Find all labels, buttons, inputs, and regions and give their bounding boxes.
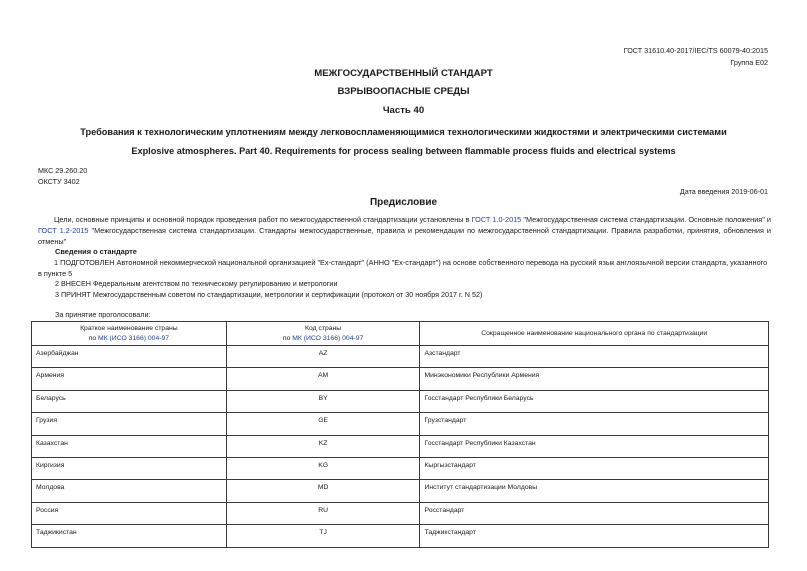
body-cell: Кыргызстандарт (420, 457, 769, 479)
code-cell: BY (226, 390, 420, 412)
country-cell: Азербайджан (32, 346, 227, 368)
header-code-prefix: по (282, 334, 293, 342)
mks-code: МКС 29.260.20 (38, 166, 88, 175)
code-cell: KZ (226, 435, 420, 457)
code-cell: KG (226, 457, 420, 479)
body-cell: Росстандарт (420, 502, 769, 524)
body-cell: Госстандарт Республики Казахстан (420, 435, 769, 457)
body-cell: Институт стандартизации Молдовы (420, 480, 769, 502)
table-row (32, 480, 769, 502)
table-row (32, 346, 769, 368)
body-cell: Грузстандарт (420, 413, 769, 435)
country-cell: Казахстан (32, 435, 227, 457)
info-item-2: 2 ВНЕСЕН Федеральным агентством по техническому регулированию и метрологии (55, 279, 338, 288)
header-country-prefix: по (88, 334, 99, 342)
standard-info-heading: Сведения о стандарте (55, 247, 137, 256)
introduction-date: Дата введения 2019-06-01 (679, 187, 768, 196)
body-cell: Таджикстандарт (420, 525, 769, 547)
header-code (226, 322, 420, 346)
gost-1-2-link[interactable]: ГОСТ 1.2-2015 (38, 226, 89, 235)
voting-countries-table (31, 321, 769, 548)
english-title: Explosive atmospheres. Part 40. Requirements for process sealing between flammable process fluids and electrical systems (131, 146, 676, 156)
country-cell: Киргизия (32, 457, 227, 479)
doc-group: Группа Е02 (730, 58, 768, 67)
table-row (32, 390, 769, 412)
info-item-1: 1 ПОДГОТОВЛЕН Автономной некоммерческой национальной организацией "Ех-стандарт" (АННО "Ех-стандарт") на основе собственного перевода на русский язык англоязычной версии стандарта, указанного в пункте 5 (38, 258, 768, 278)
preface-text-b: "Межгосударственная система стандартизации. Основные положения" и (521, 215, 772, 224)
table-row (32, 368, 769, 390)
header-body: Сокращенное наименование национального органа по стандартизации (420, 322, 769, 346)
code-cell: TJ (226, 525, 420, 547)
code-cell: AM (226, 368, 420, 390)
table-row (32, 502, 769, 524)
preface-text-c: "Межгосударственная система стандартизации. Стандарты межгосударственные, правила и рекомендации по межгосударственной стандартизации. Правила разработки, принятия, обновления и отмены" (38, 226, 772, 246)
standard-type-title: МЕЖГОСУДАРСТВЕННЫЙ СТАНДАРТ (314, 68, 493, 79)
header-code-line1: Код страны (305, 324, 342, 332)
subject-title: ВЗРЫВООПАСНЫЕ СРЕДЫ (337, 86, 470, 97)
part-title: Часть 40 (382, 105, 425, 116)
preface-heading: Предисловие (369, 197, 438, 208)
preface-text-a: Цели, основные принципы и основной порядок проведения работ по межгосударственной стандартизации установлены в (54, 215, 472, 224)
code-cell: AZ (226, 346, 420, 368)
russian-title: Требования к технологическим уплотнениям между легковоспламеняющимися технологическими жидкостями и электрическими системами (80, 127, 727, 137)
country-cell: Россия (32, 502, 227, 524)
body-cell: Азстандарт (420, 346, 769, 368)
country-cell: Грузия (32, 413, 227, 435)
header-country-link[interactable]: МК (ИСО 3166) 004-97 (98, 334, 170, 342)
code-cell: RU (226, 502, 420, 524)
country-cell: Таджикистан (32, 525, 227, 547)
table-row (32, 457, 769, 479)
table-header-row (32, 322, 769, 346)
country-cell: Армения (32, 368, 227, 390)
code-cell: GE (226, 413, 420, 435)
country-cell: Молдова (32, 480, 227, 502)
body-cell: Госстандарт Республики Беларусь (420, 390, 769, 412)
table-row (32, 435, 769, 457)
voted-label: За принятие проголосовали: (55, 310, 151, 319)
body-cell: Минэкономики Республики Армения (420, 368, 769, 390)
header-code-link[interactable]: МК (ИСО 3166) 004-97 (292, 334, 364, 342)
header-country-line1: Краткое наименование страны (80, 324, 178, 332)
doc-code: ГОСТ 31610.40-2017/IEC/TS 60079-40:2015 (623, 46, 768, 55)
preface-paragraph (38, 214, 771, 247)
info-item-3: 3 ПРИНЯТ Межгосударственным советом по стандартизации, метрологии и сертификации (протокол от 30 ноября 2017 г. N 52) (55, 290, 483, 299)
table-row (32, 413, 769, 435)
gost-1-0-link[interactable]: ГОСТ 1.0-2015 (471, 215, 522, 224)
table-row (32, 525, 769, 547)
okstu-code: ОКСТУ 3402 (38, 177, 80, 186)
code-cell: MD (226, 480, 420, 502)
header-country (32, 322, 227, 346)
country-cell: Беларусь (32, 390, 227, 412)
